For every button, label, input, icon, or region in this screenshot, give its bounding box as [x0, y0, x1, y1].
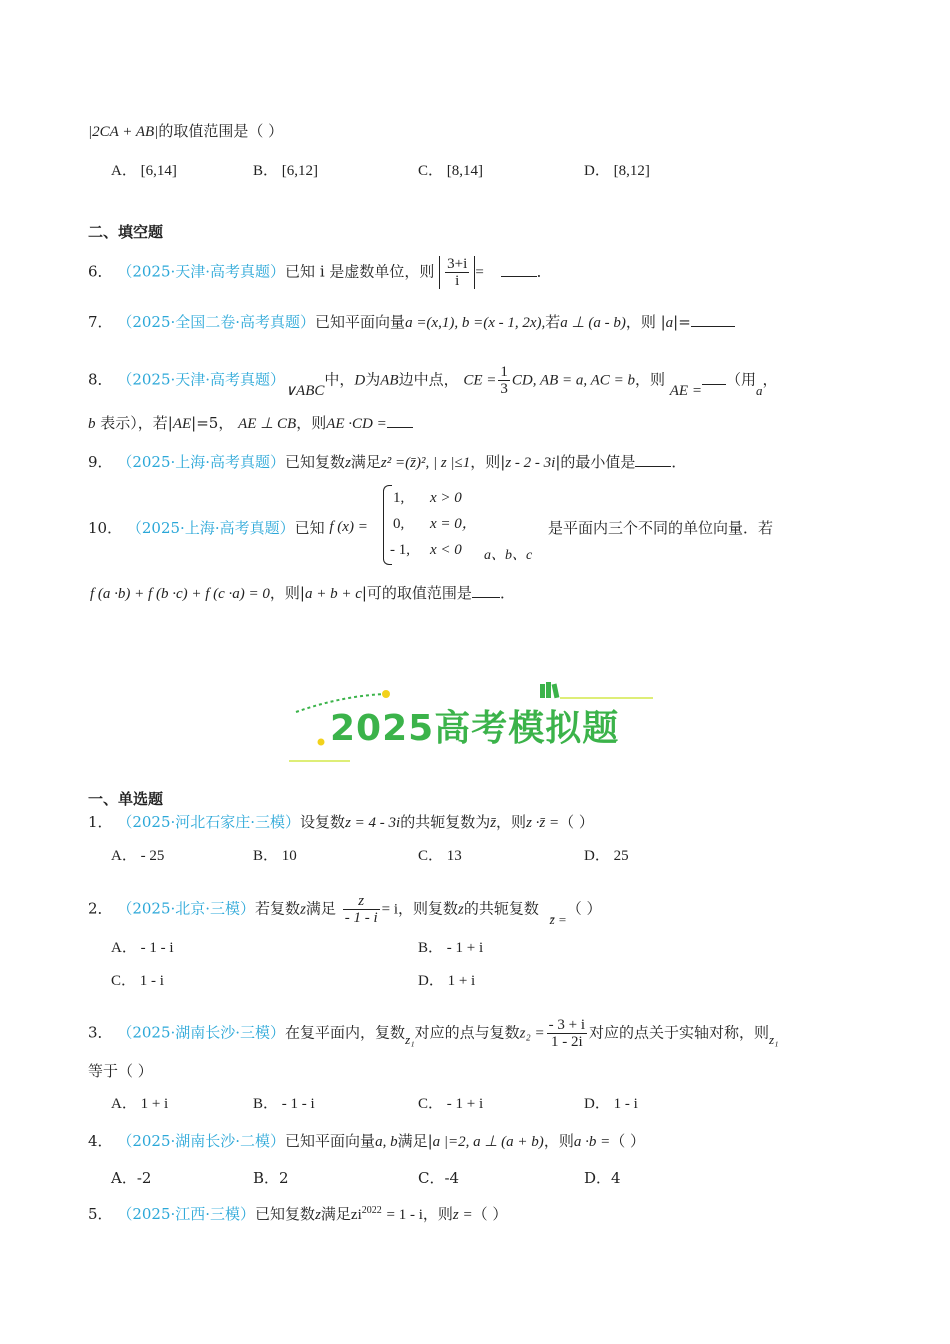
- question-text: 的取值范围是（ ）: [158, 122, 284, 140]
- question-10-text: 是平面内三个不同的单位向量．若: [548, 519, 774, 537]
- question-7: 7． （2025·全国二卷·高考真题）已知平面向量a =(x,1), b =(x - 1, 2x),若a ⊥ (a - b)，则 |a|=: [88, 312, 735, 333]
- answer-blank[interactable]: [472, 583, 500, 598]
- question-source: （2025·上海·高考真题）: [117, 453, 286, 471]
- question-source: （2025·湖南长沙·三模）: [117, 1023, 286, 1042]
- option-c[interactable]: C． 1 - i: [111, 973, 164, 989]
- question-source: （2025·北京·三模）: [117, 899, 256, 918]
- mock-question-1: 1． （2025·河北石家庄·三模）设复数z = 4 - 3i的共轭复数为z̄，则z ·z̄ =（ ）: [88, 813, 594, 831]
- mock-question-2: 2． （2025·北京·三模）若复数z满足 $\frac{z}{- 1 - i}$ = i，则复数z的共轭复数 z̄ =（ ）: [88, 893, 602, 927]
- banner-dot-1: [382, 690, 390, 698]
- option-b[interactable]: B．2: [253, 1169, 289, 1187]
- option-d[interactable]: D． 1 - i: [584, 1096, 638, 1112]
- question-source: （2025·上海·高考真题）: [126, 519, 295, 537]
- piecewise-case-2: 0,: [393, 516, 405, 532]
- option-b[interactable]: B． - 1 - i: [253, 1096, 315, 1112]
- question-source: （2025·天津·高考真题）: [117, 370, 286, 389]
- question-10: 10． （2025·上海·高考真题）已知 f (x) =: [88, 519, 368, 537]
- option-c[interactable]: C．-4: [418, 1169, 460, 1187]
- piecewise-case-3: - 1,: [390, 542, 410, 558]
- option-d[interactable]: D． 1 + i: [418, 973, 476, 989]
- question-6: 6． （2025·天津·高考真题）已知 i 是虚数单位，则 $\frac{3+i}{i}$ = ．: [88, 256, 552, 289]
- option-c[interactable]: C． [8,14]: [418, 163, 484, 179]
- prev-question-line: [88, 121, 283, 142]
- piecewise-cond-3: x < 0: [430, 542, 462, 558]
- banner-title: 2025高考模拟题: [330, 708, 620, 749]
- answer-blank[interactable]: [387, 413, 413, 428]
- mock-question-3: 3． （2025·湖南长沙·三模）在复平面内，复数z₁对应的点与复数z₂ = $\frac{- 3 + i}{1 - 2i}$ 对应的点关于实轴对称，则z₁: [88, 1017, 779, 1050]
- piecewise-cond-1: x > 0: [430, 490, 462, 506]
- option-a[interactable]: A．-2: [111, 1169, 152, 1187]
- question-number: 9．: [88, 453, 113, 471]
- piecewise-case-1: 1,: [393, 490, 405, 506]
- question-number: 7．: [88, 313, 113, 331]
- option-a[interactable]: A． - 25: [111, 848, 165, 864]
- mock-question-5: 5． （2025·江西·三模）已知复数z满足$zi^{2022} = 1 - i$，则z =（ ）: [88, 1205, 508, 1223]
- answer-blank[interactable]: [702, 370, 726, 385]
- answer-blank[interactable]: [691, 312, 735, 327]
- question-source: （2025·全国二卷·高考真题）: [117, 313, 316, 331]
- question-number: 10．: [88, 519, 123, 537]
- book-icon: [540, 682, 559, 698]
- question-8: 8． （2025·天津·高考真题）∨ABC中，D为AB边中点， CE = $\frac{1}{3}$ CD, AB = a, AC = b，则 AE =（用a，: [88, 364, 778, 399]
- option-d[interactable]: D．4: [584, 1169, 621, 1187]
- question-8-line-2: b 表示），若|AE|=5， AE ⊥ CB，则AE ·CD =: [88, 413, 413, 434]
- vectors-abc: a、b、c: [484, 548, 533, 563]
- mock-question-3-line-2: 等于（ ）: [88, 1062, 153, 1080]
- option-a[interactable]: A． [6,14]: [111, 163, 177, 179]
- answer-blank[interactable]: [501, 262, 537, 277]
- question-source: （2025·江西·三模）: [117, 1205, 256, 1223]
- option-c[interactable]: C． 13: [418, 848, 462, 864]
- question-source: （2025·天津·高考真题）: [117, 262, 286, 281]
- option-b[interactable]: B． [6,12]: [253, 163, 319, 179]
- question-text: 已知 i 是虚数单位，则: [285, 262, 435, 281]
- section-title-single: 一、单选题: [88, 790, 164, 808]
- answer-blank[interactable]: [635, 452, 671, 467]
- option-b[interactable]: B． - 1 + i: [418, 940, 484, 956]
- abs-value: $\frac{3+i}{i}$: [439, 256, 475, 289]
- option-a[interactable]: A． - 1 - i: [111, 940, 174, 956]
- mock-question-4: 4． （2025·湖南长沙·二模）已知平面向量a, b满足|a |=2, a ⊥ (a + b)，则a ·b =（ ）: [88, 1132, 645, 1150]
- option-d[interactable]: D． [8,12]: [584, 163, 650, 179]
- question-9: 9． （2025·上海·高考真题）已知复数z满足z² =(z̄)², | z |≤1，则|z - 2 - 3i|的最小值是 ．: [88, 453, 687, 471]
- option-a[interactable]: A． 1 + i: [111, 1096, 169, 1112]
- question-source: （2025·河北石家庄·三模）: [117, 813, 301, 831]
- question-10-line-2: f (a ·b) + f (b ·c) + f (c ·a) = 0，则|a + b + c|可的取值范围是 ．: [90, 584, 515, 602]
- option-d[interactable]: D． 25: [584, 848, 629, 864]
- piecewise-cond-2: x = 0，: [430, 516, 477, 532]
- option-b[interactable]: B． 10: [253, 848, 297, 864]
- vector-expression: |2CA + AB|: [88, 124, 159, 140]
- option-c[interactable]: C． - 1 + i: [418, 1096, 484, 1112]
- question-number: 6．: [88, 262, 113, 281]
- question-source: （2025·湖南长沙·二模）: [117, 1132, 286, 1150]
- banner-dot-2: [318, 739, 325, 746]
- section-title-fill: 二、填空题: [88, 223, 164, 241]
- question-number: 8．: [88, 370, 113, 389]
